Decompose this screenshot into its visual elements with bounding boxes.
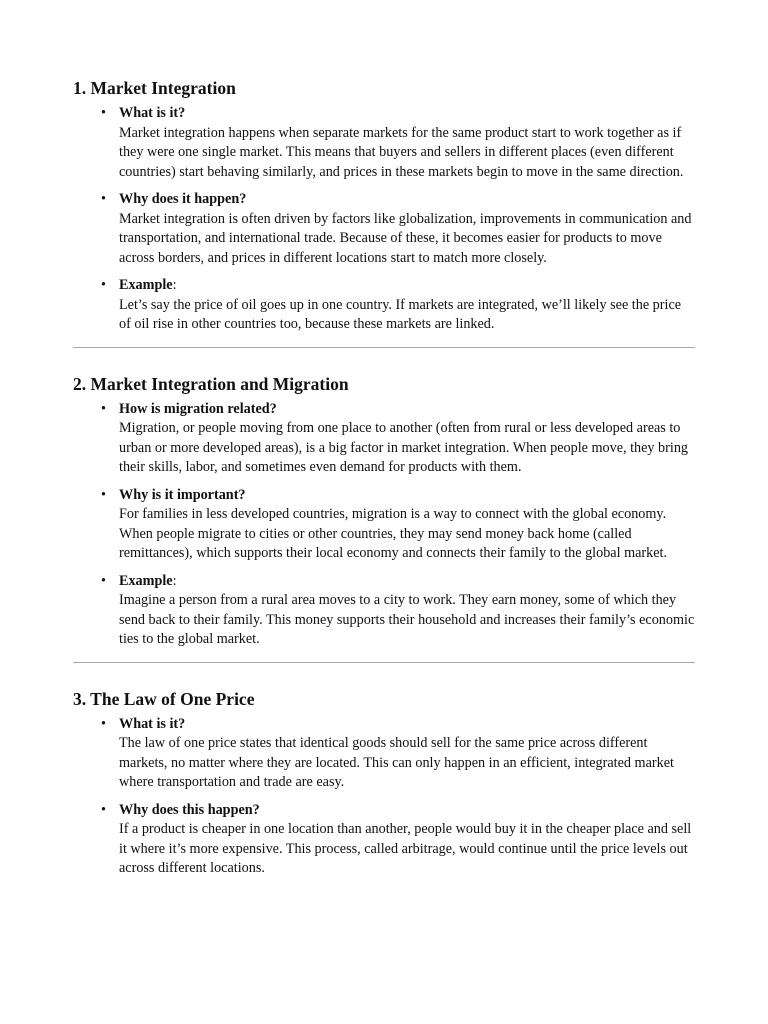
bullet-list bbox=[73, 400, 695, 650]
section-title: 2. Market Integration and Migration bbox=[73, 373, 349, 394]
list-item bbox=[73, 104, 695, 182]
item-heading-suffix: : bbox=[172, 277, 177, 293]
bullet-icon: • bbox=[101, 400, 106, 417]
item-heading-text: Why does it happen? bbox=[119, 191, 247, 207]
bullet-icon: • bbox=[101, 572, 106, 589]
item-heading-text: How is migration related? bbox=[119, 400, 277, 417]
section-title: 1. Market Integration bbox=[73, 78, 236, 98]
bullet-icon: • bbox=[101, 486, 106, 503]
item-body: For families in less developed countries, migration is a way to connect with the global economy. When people migrate to cities or other countries, they may send money back home (called remittances), which supports their local economy and connects their family to the global market. bbox=[119, 506, 668, 561]
bullet-icon: • bbox=[101, 105, 106, 121]
section-divider bbox=[73, 662, 695, 663]
list-item bbox=[73, 715, 695, 793]
bullet-icon: • bbox=[101, 191, 106, 207]
item-heading bbox=[119, 801, 695, 821]
item-heading-text: Why does this happen? bbox=[119, 801, 260, 818]
item-heading bbox=[119, 276, 695, 296]
list-item bbox=[73, 801, 695, 879]
bullet-list bbox=[73, 715, 695, 879]
item-heading-text: Example bbox=[119, 572, 173, 589]
item-body: Market integration is often driven by factors like globalization, improvements in communication and transportation, and international trade. Because of these, it becomes easier for products to move across borders, and prices in different locations start to match more closely. bbox=[119, 210, 692, 266]
item-heading bbox=[119, 190, 695, 210]
bullet-icon: • bbox=[101, 277, 106, 293]
section-title: 3. The Law of One Price bbox=[73, 688, 255, 709]
list-item bbox=[73, 400, 695, 478]
item-body: Imagine a person from a rural area moves to a city to work. They earn money, some of which they send back to their family. This money supports their household and increases their family’s economic ties to the global market. bbox=[119, 592, 695, 647]
bullet-icon: • bbox=[101, 801, 106, 818]
section-law-of-one-price bbox=[73, 687, 695, 879]
list-item bbox=[73, 572, 695, 650]
item-heading bbox=[119, 400, 695, 420]
section-market-integration bbox=[73, 76, 695, 335]
item-body: Migration, or people moving from one place to another (often from rural or less developed areas to urban or more developed areas), is a big factor in market integration. When people move, they bring their skills, labor, and sometimes even demand for products with them. bbox=[119, 420, 689, 475]
item-heading bbox=[119, 104, 695, 124]
list-item bbox=[73, 486, 695, 564]
list-item bbox=[73, 276, 695, 335]
section-divider bbox=[73, 347, 695, 348]
item-body: Let’s say the price of oil goes up in one country. If markets are integrated, we’ll likely see the price of oil rise in other countries too, because these markets are linked. bbox=[119, 296, 682, 332]
item-heading bbox=[119, 572, 695, 592]
item-heading-text: What is it? bbox=[119, 105, 186, 121]
item-heading-text: Why is it important? bbox=[119, 486, 246, 503]
item-heading-text: Example bbox=[119, 277, 173, 293]
item-heading bbox=[119, 486, 695, 506]
item-body: Market integration happens when separate markets for the same product start to work together as if they were one single market. This means that buyers and sellers in different places (even different countries) start behaving similarly, and prices in these markets begin to move in the same direction. bbox=[119, 124, 684, 180]
item-heading-text: What is it? bbox=[119, 715, 186, 732]
item-body: The law of one price states that identical goods should sell for the same price across different markets, no matter where they are located. This can only happen in an efficient, integrated market where transportation and trade are easy. bbox=[119, 735, 674, 790]
document-page bbox=[73, 76, 695, 887]
bullet-icon: • bbox=[101, 715, 106, 732]
item-heading bbox=[119, 715, 695, 735]
item-heading-suffix: : bbox=[172, 572, 177, 589]
section-market-integration-migration bbox=[73, 372, 695, 650]
item-body: If a product is cheaper in one location than another, people would buy it in the cheaper place and sell it where it’s more expensive. This process, called arbitrage, would continue until the price levels out across different locations. bbox=[119, 821, 692, 876]
list-item bbox=[73, 190, 695, 268]
bullet-list bbox=[73, 104, 695, 335]
